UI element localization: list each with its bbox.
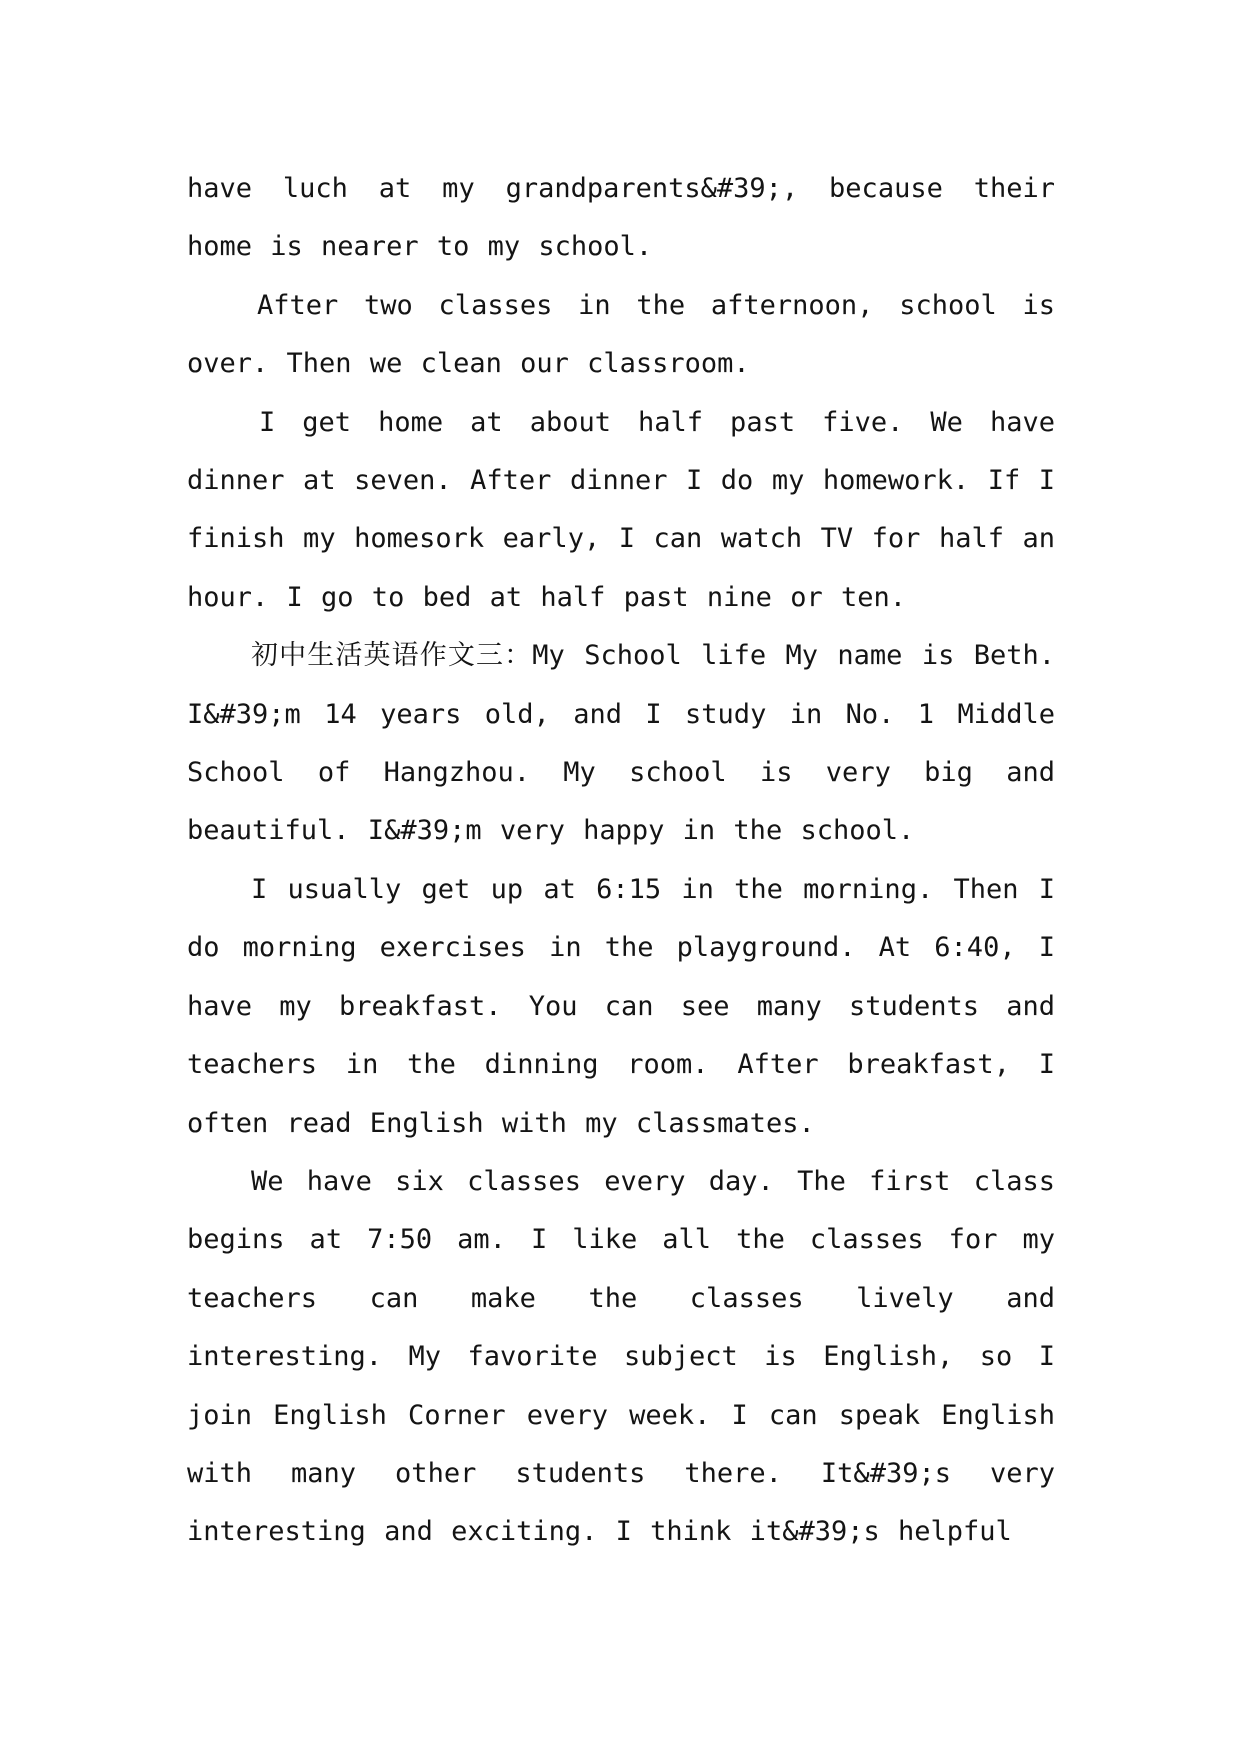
paragraph-evening: I get home at about half past five. We have dinner at seven. After dinner I do my homework. If I finish my homesork early, I can watch TV for half an hour. I go to bed at half past nine or ten. [187,406,1055,613]
paragraph-afternoon: After two classes in the afternoon, school is over. Then we clean our classroom. [187,289,1055,380]
paragraph-morning: I usually get up at 6:15 in the morning. Then I do morning exercises in the playground. At 6:40, I have my breakfast. You can see many students and teachers in the dinning room. After breakfast, I often read English with my classmates. [187,873,1055,1139]
paragraph-lunch: have luch at my grandparents&#39;, because their home is nearer to my school. [187,173,1055,263]
document-page [187,160,1055,1562]
paragraph-classes: We have six classes every day. The first class begins at 7:50 am. I like all the classes for my teachers can make the classes lively and interesting. My favorite subject is English, so I join English Corner every week. I can speak English with many other students there. It&#39;s very interesting and exciting. I think it&#39;s helpful [187,1165,1055,1548]
paragraph-essay-three-intro: 初中生活英语作文三：My School life My name is Beth. I&#39;m 14 years old, and I study in No. 1 Middle School of Hangzhou. My school is very big and beautiful. I&#39;m very happy in the school. [187,640,1055,847]
